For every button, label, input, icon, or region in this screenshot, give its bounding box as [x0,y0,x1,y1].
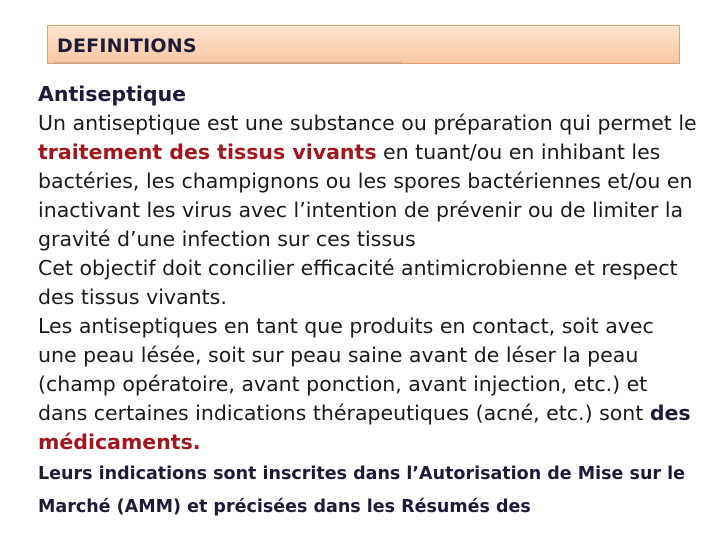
title-underline [54,62,402,63]
medication-paragraph [38,312,698,457]
paragraph-text-before: Un antiseptique est une substance ou préparation qui permet le [38,111,697,135]
objective-paragraph: Cet objectif doit concilier efficacité antimicrobienne et respect des tissus vivants. [38,256,678,309]
title-banner [47,25,680,64]
page-title: DEFINITIONS [57,35,197,57]
definition-heading: Antiseptique [38,82,187,106]
medication-bold-word: des [649,401,691,425]
definition-body [38,80,698,457]
highlighted-term: traitement des tissus vivants [38,140,377,164]
paragraph-text-after: en tuant/ou en inhibant les bactéries, les champignons ou les spores bactériennes et/ou en inactivant les virus avec l’intention de prévenir ou de limiter la gravité d’une infection sur ces tissus [38,140,693,251]
definition-paragraph [38,109,698,254]
medication-highlight: médicaments. [38,430,201,454]
medication-text: Les antiseptiques en tant que produits en contact, soit avec une peau lésée, soit sur peau saine avant de léser la peau (champ opératoire, avant ponction, avant injection, etc.) et dans certaines indications thérapeutiques (acné, etc.) sont [38,314,654,425]
amm-paragraph: Leurs indications sont inscrites dans l’Autorisation de Mise sur le Marché (AMM) et précisées dans les Résumés des [38,464,685,517]
